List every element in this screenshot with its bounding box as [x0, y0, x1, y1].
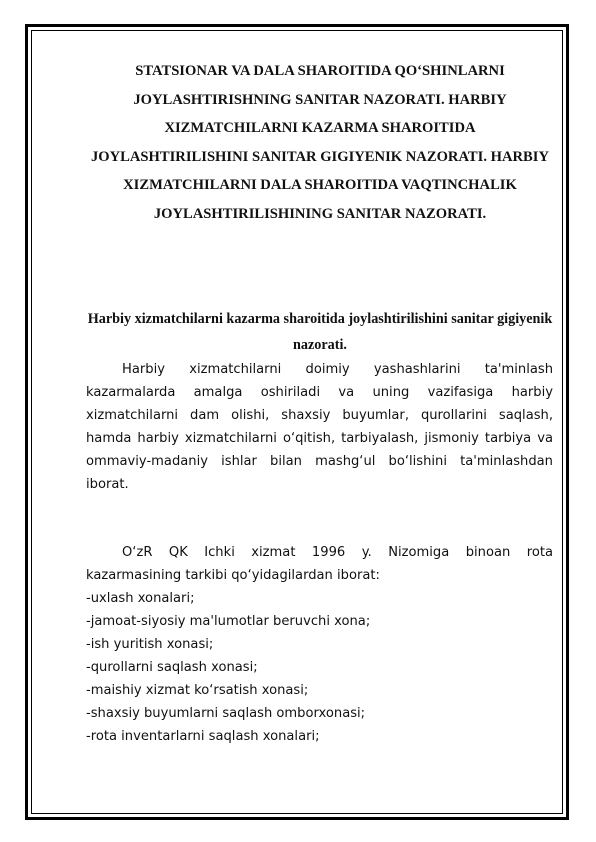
- list-item: -ish yuritish xonasi;: [86, 637, 214, 652]
- list-item: -qurollarni saqlash xonasi;: [86, 660, 258, 675]
- list-item: -jamoat-siyosiy ma'lumotlar beruvchi xona;: [86, 614, 371, 629]
- list-item: -maishiy xizmat ko‘rsatish xonasi;: [86, 683, 309, 698]
- list-item: -uxlash xonalari;: [86, 591, 195, 606]
- document-title: STATSIONAR VA DALA SHAROITIDA QO‘SHINLARNI JOYLASHTIRISHNING SANITAR NAZORATI. HARBIY XIZMATCHILARNI KAZARMA SHAROITIDA JOYLASHTIRILISHINI SANITAR GIGIYENIK NAZORATI. HARBIY XIZMATCHILARNI DALA SHAROITIDA VAQTINCHALIK JOYLASHTIRILISHINING SANITAR NAZORATI.: [90, 63, 550, 222]
- list-item: -shaxsiy buyumlarni saqlash omborxonasi;: [86, 706, 366, 721]
- paragraph-2: O‘zR QK Ichki xizmat 1996 y. Nizomiga binoan rota kazarmasining tarkibi qo‘yidagilardan iborat:: [86, 545, 553, 583]
- paragraph-1: Harbiy xizmatchilarni doimiy yashashlarini ta'minlash kazarmalarda amalga oshiriladi va uning vazifasiga harbiy xizmatchilarni dam olishi, shaxsiy buyumlar, qurollarini saqlash, hamda harbiy xizmatchilarni o‘qitish, tarbiyalash, jismoniy tarbiya va ommaviy-madaniy ishlar bilan mashg‘ul bo‘lishini ta'minlashdan iborat.: [86, 362, 553, 492]
- list-item: -rota inventarlarni saqlash xonalari;: [86, 729, 320, 744]
- section-heading: Harbiy xizmatchilarni kazarma sharoitida joylashtirilishini sanitar gigiyenik nazorati.: [87, 311, 553, 353]
